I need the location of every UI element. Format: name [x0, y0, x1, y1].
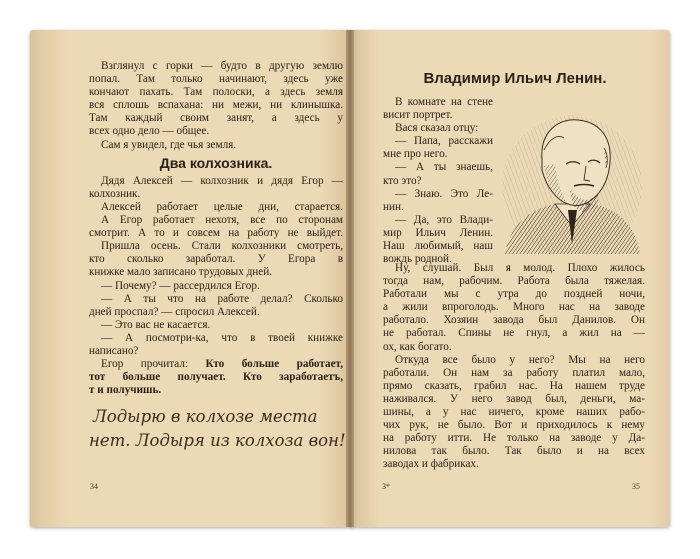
motto-line-1: Кто больше работает,	[205, 358, 343, 371]
text-line: написано?	[89, 344, 139, 357]
lenin-heading: Владимир Ильич Ленин.	[423, 70, 607, 87]
motto-line-3: т и получишь.	[89, 384, 162, 397]
text-line: Вася сказал отцу:	[395, 122, 479, 135]
text-line: Ну, слушай. Был я молод. Плохо жилось	[395, 262, 645, 274]
text-line: В комнате на стене	[395, 96, 493, 108]
text-line: нин.	[383, 200, 404, 213]
text-line: вождь родной.	[383, 253, 452, 266]
text-line: шины, а у нас ничего, кроме наших рабо-	[383, 406, 645, 419]
egor-read-text: Егор прочитал:	[101, 358, 206, 371]
text-line: колхозник.	[89, 187, 141, 200]
text-line: работало. Хозяин завода был Данилов. Он	[383, 314, 645, 327]
text-line: — Это вас не касается.	[101, 318, 211, 331]
slogan-line-2: нет. Лодыря из колхоза вон!	[89, 431, 346, 451]
lenin-portrait-engraving	[500, 104, 642, 254]
text-line: — Папа, расскажи	[395, 135, 493, 148]
text-line: — А посмотри-ка, что в твоей книжке	[101, 331, 343, 344]
text-line: наживался. У него завод был, деньги, ма-	[383, 392, 645, 405]
text-line: Работали мы с утра до поздней ночи,	[383, 288, 645, 301]
text-line: мир Ильич Ленин.	[383, 226, 493, 239]
text-line: — Знаю. Это Ле-	[395, 187, 493, 200]
text-line: мне про него.	[383, 148, 448, 161]
closing-line: Сам я увидел, где чья земля.	[101, 138, 237, 151]
right-top-text	[383, 96, 493, 266]
text-line: книжке мало записано трудовых дней.	[89, 266, 273, 279]
page-number-left: 34	[90, 482, 98, 491]
text-line: Откуда все было у него? Мы на него	[395, 353, 645, 366]
text-line: Пришла осень. Стали колхозники смотреть,	[101, 240, 343, 253]
text-line: на работу итти. Не только на заводе у Да-	[383, 432, 645, 445]
text-line: А Егор работает нехотя, все по сторонам	[101, 214, 343, 227]
text-line: работали. Он нам за работу платил мало,	[383, 366, 645, 379]
book-gutter	[346, 30, 354, 527]
text-line: кто это?	[383, 174, 422, 187]
handwritten-slogan	[89, 405, 346, 453]
text-line: прямо сказать, грабил нас. На нашем труде	[383, 379, 645, 392]
text-line: Дядя Алексей — колхозник и дядя Егор —	[101, 174, 343, 187]
story-text	[89, 175, 343, 358]
text-line: попал. Там только начинают, здесь уже	[89, 73, 343, 86]
text-line: дней проспал? — спросил Алексей.	[89, 305, 260, 318]
text-line: кто сколько заработал. У Егора в	[89, 253, 343, 266]
motto-line-2: тот больше получает. Кто заработаетъ,	[89, 371, 343, 384]
text-line: вся сплошь вспахана: ни межи, ни клинышка.	[89, 99, 343, 112]
text-line: Там каждый своим занят, а здесь у	[89, 112, 343, 125]
left-page-text	[89, 60, 346, 453]
text-line: тогда нам, рабочим. Работа была тяжелая.	[383, 275, 645, 288]
text-line: Взглянул с горки — будто в другую землю	[101, 60, 343, 72]
intro-paragraph	[89, 60, 343, 139]
text-line: — Почему? — рассердился Егор.	[101, 279, 260, 292]
text-line: нилова так было. Так было и на всех	[383, 445, 645, 458]
text-line: а жили впроголодь. Много нас на заводе	[383, 301, 645, 314]
page-number-right: 35	[632, 482, 640, 491]
text-line: висит портрет.	[383, 109, 453, 122]
text-line: Наш любимый, наш	[383, 240, 493, 253]
text-line: смотрит. А то и совсем на работу не выйдет.	[89, 227, 343, 240]
text-line: не работал. Спины не гнул, а жил на —	[383, 327, 645, 340]
text-line: — Да, это Влади-	[395, 213, 493, 226]
text-line: всех одно дело — общее.	[89, 125, 210, 138]
slogan-line-1: Лодырю в колхозе места	[93, 407, 318, 427]
left-page	[30, 30, 352, 527]
text-line: ох, как богато.	[383, 340, 452, 353]
text-line: кончают пахать. Там полоски, а здесь земля	[89, 86, 343, 99]
text-line: чих рук, не было. Вот и приходилось к нему	[383, 419, 645, 432]
text-line: — А ты что на работе делал? Сколько	[101, 292, 343, 305]
right-page	[350, 30, 670, 527]
egor-read-line	[89, 358, 343, 371]
text-line: заводах и фабриках.	[383, 458, 479, 471]
text-line: Алексей работает целые дни, старается.	[101, 200, 343, 213]
story-heading: Два колхозника.	[159, 154, 273, 171]
text-line: — А ты знаешь,	[395, 161, 493, 174]
signature-mark: 3*	[382, 482, 390, 491]
open-book	[30, 30, 670, 527]
right-full-text	[383, 262, 645, 472]
